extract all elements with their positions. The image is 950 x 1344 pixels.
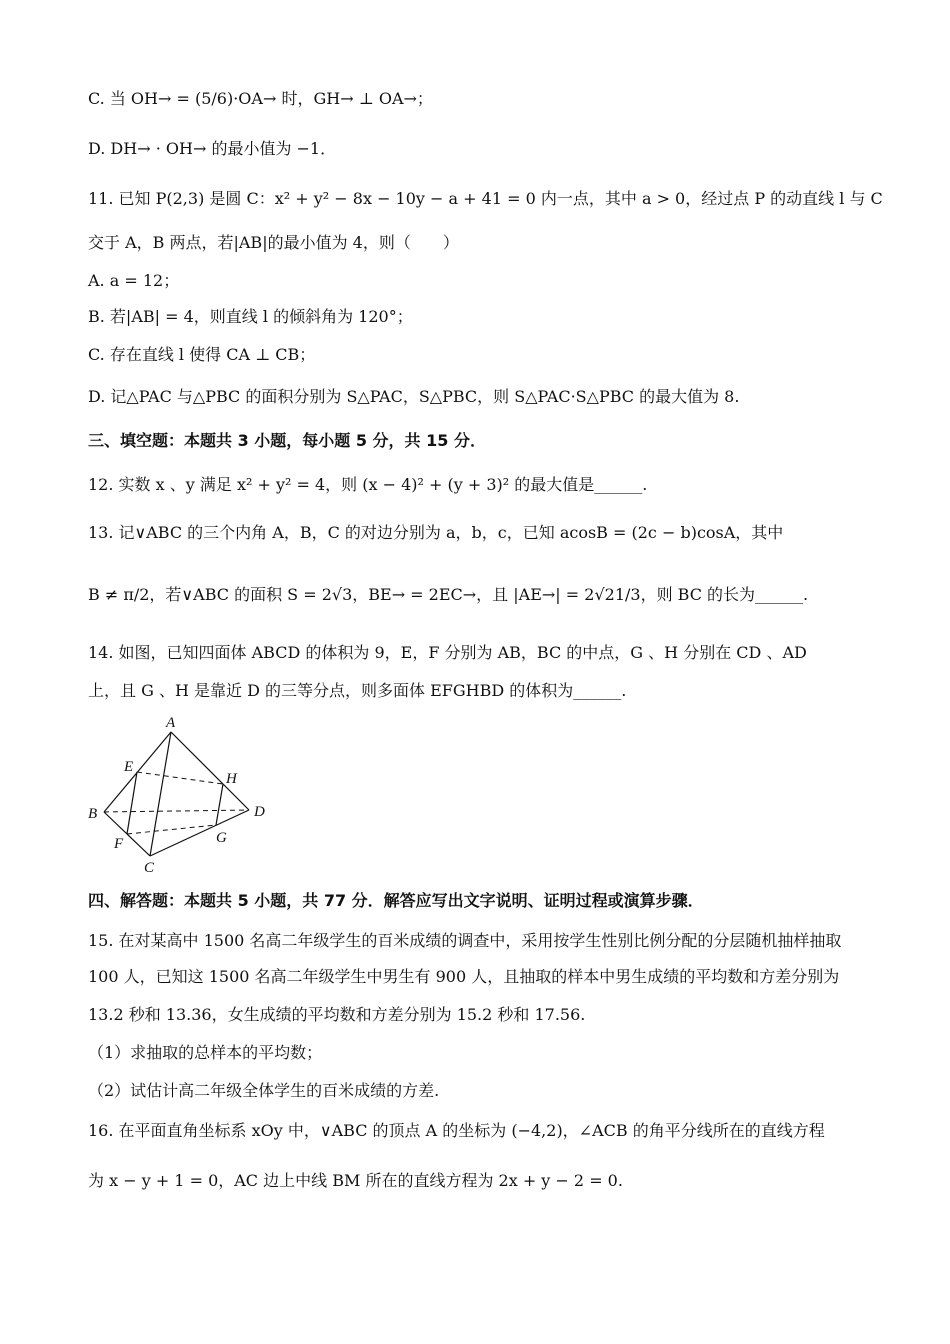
text-line-opt10c: C. 当 OH→ = (5/6)·OA→ 时，GH→ ⊥ OA→； [88,89,433,108]
edge-AD [171,732,249,810]
text-line-opt10d: D. DH→ · OH→ 的最小值为 −1． [88,139,337,158]
text-line-opt11b: B. 若|AB| = 4，则直线 l 的倾斜角为 120°； [88,307,413,326]
label-E: E [124,759,134,775]
label-H: H [226,771,237,787]
text-line-q12: 12. 实数 x 、y 满足 x² + y² = 4，则 (x − 4)² + (y + 3)² 的最大值是______. [88,475,648,494]
section-heading-sec4: 四、解答题：本题共 5 小题，共 77 分．解答应写出文字说明、证明过程或演算步骤． [88,891,704,910]
label-C: C [144,860,155,876]
section-heading-sec3: 三、填空题：本题共 3 小题，每小题 5 分，共 15 分． [88,431,486,450]
text-line-q13b: B ≠ π/2，若∨ABC 的面积 S = 2√3，BE→ = 2EC→，且 |AE→| = 2√21/3，则 BC 的长为______. [88,585,809,604]
edge-AC [150,732,171,856]
label-G: G [216,830,227,846]
edge-EF [127,772,137,834]
text-line-opt11c: C. 存在直线 l 使得 CA ⊥ CB； [88,345,316,364]
label-A: A [166,715,176,731]
label-F: F [114,836,124,852]
edge-BD [104,810,249,812]
edge-EH [137,772,223,784]
text-line-q15d: （1）求抽取的总样本的平均数； [88,1043,323,1062]
text-line-q14b: 上，且 G 、H 是靠近 D 的三等分点，则多面体 EFGHBD 的体积为______. [88,681,627,700]
text-line-q15c: 13.2 秒和 13.36，女生成绩的平均数和方差分别为 15.2 秒和 17.56. [88,1005,586,1024]
text-line-q11a: 11. 已知 P(2,3) 是圆 C：x² + y² − 8x − 10y − a + 41 = 0 内一点，其中 a > 0，经过点 P 的动直线 l 与 C [88,189,883,208]
label-D: D [254,804,265,820]
edge-HG [216,784,223,825]
text-line-q15a: 15. 在对某高中 1500 名高二年级学生的百米成绩的调查中，采用按学生性别比例分配的分层随机抽样抽取 [88,931,842,950]
text-line-q13a: 13. 记∨ABC 的三个内角 A，B，C 的对边分别为 a，b，c，已知 acosB = (2c − b)cosA，其中 [88,523,784,542]
edge-CD [150,810,249,856]
text-line-q15b: 100 人，已知这 1500 名高二年级学生中男生有 900 人，且抽取的样本中男生成绩的平均数和方差分别为 [88,967,840,986]
text-line-q14a: 14. 如图，已知四面体 ABCD 的体积为 9，E，F 分别为 AB，BC 的中点，G 、H 分别在 CD 、AD [88,643,807,662]
text-line-q15e: （2）试估计高二年级全体学生的百米成绩的方差. [88,1081,440,1100]
tetrahedron-figure [84,712,284,882]
text-line-q16b: 为 x − y + 1 = 0，AC 边上中线 BM 所在的直线方程为 2x + y − 2 = 0. [88,1171,623,1190]
text-line-opt11d: D. 记△PAC 与△PBC 的面积分别为 S△PAC，S△PBC，则 S△PAC·S△PBC 的最大值为 8. [88,387,740,406]
text-line-q11b: 交于 A，B 两点，若|AB|的最小值为 4，则（ ） [88,233,459,252]
text-line-opt11a: A. a = 12； [88,271,180,290]
edge-FG [127,825,216,834]
text-line-q16a: 16. 在平面直角坐标系 xOy 中，∨ABC 的顶点 A 的坐标为 (−4,2)，∠ACB 的角平分线所在的直线方程 [88,1121,825,1140]
label-B: B [88,806,98,822]
